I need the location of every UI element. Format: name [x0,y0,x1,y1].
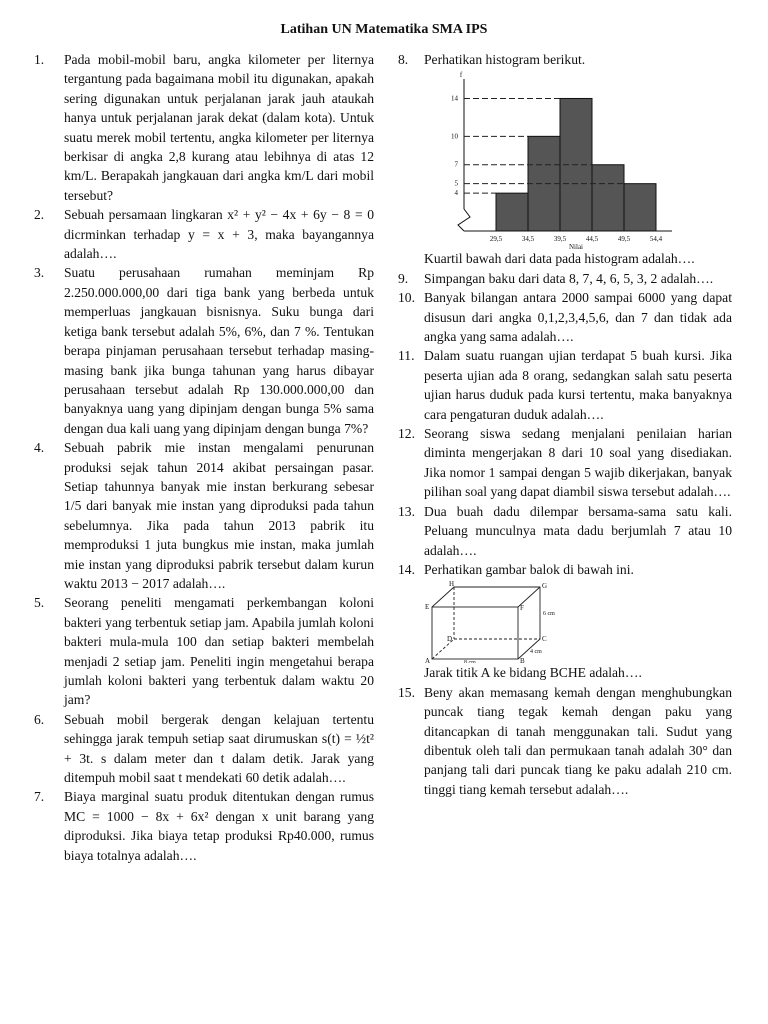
question-number: 1. [34,52,45,67]
left-column [34,50,374,865]
right-column [398,50,732,799]
question-number: 13. [398,503,415,519]
question-11 [398,346,732,424]
question-text: Sebuah mobil bergerak dengan kelajuan tertentu sehingga jarak tempuh setiap saat dirumuskan s(t) = ½t² + 3t. s dalam meter dan t dalam detik. Jarak yang ditempuh mobil saat t mendekati 60 detik adalah…. [64,711,374,786]
y-tick-label: 14 [451,94,458,103]
histogram-bar [624,184,656,231]
question-number: 4. [34,440,45,456]
x-tick-label: 29,5 [489,235,503,244]
question-number: 10. [398,290,415,306]
vertex-label-b: B [520,657,525,664]
question-2 [34,205,374,263]
y-axis-break [458,209,470,231]
cuboid-width-label: 4 cm [530,649,542,656]
question-text: Seorang peneliti mengamati perkembangan koloni bakteri yang terbentuk setiap jam. Apabila jumlah koloni bakteri mula-mula 100 dan setiap bakteri membelah menjadi 2 setiap jam. Peneliti ingin mengetahui berapa jumlah koloni bakteri yang terbentuk dalam waktu 20 jam? [64,595,374,708]
question-number: 5. [34,595,45,611]
vertex-label-c: C [542,635,547,644]
histogram-chart [424,69,724,249]
question-number: 15. [398,684,415,700]
question-text: Dalam suatu ruangan ujian terdapat 5 buah kursi. Jika peserta ujian ada 8 orang, sedangkan salah satu peserta ujian harus duduk pada kursi tertentu, maka banyaknya cara pengaturan duduk adalah…. [424,348,732,422]
question-text: Sebuah pabrik mie instan mengalami penurunan produksi sejak tahun 2014 akibat persaingan pasar. Setiap tahunnya banyak mie instan berkurang sebesar 1/5 dari banyak mie instan yang diproduksi pada tahun sebelumnya. Jika pada tahun 2013 pabrik itu memproduksi 1 juta bungkus mie instan, maka jumlah mie instan yang diproduksi pabrik tersebut dalam kurun waktu 2013 − 2017 adalah…. [64,440,374,591]
x-tick-label: 49,5 [617,235,631,244]
question-7 [34,787,374,865]
question-15 [398,683,732,799]
y-tick-label: 7 [454,161,458,170]
histogram-bar [592,165,624,231]
question-13 [398,502,732,560]
question-text: Biaya marginal suatu produk ditentukan dengan rumus MC = 1000 − 8x + 6x² dengan x unit barang yang diproduksi. Jika biaya tetap produksi Rp40.000, rumus biaya totalnya adalah…. [64,789,374,863]
cuboid-front-face [432,607,518,659]
question-text: Banyak bilangan antara 2000 sampai 6000 yang dapat disusun dari angka 0,1,2,3,4,5,6, dan 7 dan tidak ada angka yang sama adalah…. [424,290,732,345]
question-text: Dua buah dadu dilempar bersama-sama satu kali. Peluang munculnya mata dadu berjumlah 7 atau 10 adalah…. [424,503,732,558]
x-axis-label: Nilai [569,243,583,250]
question-12 [398,424,732,502]
page-title: Latihan UN Matematika SMA IPS [280,22,488,37]
question-8 [398,50,732,269]
question-14 [398,560,732,683]
question-number: 11. [398,348,415,364]
question-number: 12. [398,426,415,442]
vertex-label-h: H [449,580,455,589]
question-text: Kuartil bawah dari data pada histogram adalah…. [424,251,695,267]
y-tick-label: 5 [454,180,458,189]
question-number: 8. [398,52,409,67]
question-10 [398,288,732,346]
question-number: 3. [34,265,45,281]
question-text: Jarak titik A ke bidang BCHE adalah…. [424,665,642,681]
vertex-label-d: D [447,635,453,644]
question-text: Suatu perusahaan rumahan meminjam Rp 2.250.000.000,00 dari tiga bank yang berbeda untuk memperluas jangkauan bisnisnya. Suku bunga dari ketiga bank tersebut adalah 5%, 6%, dan 7 %. Tentukan berapa pinjaman perusahaan tersebut terhadap masing-masing bank jika bunga tahunan yang harus dibayar perusahaan tersebut adalah Rp 130.000.000,00 dan banyaknya uang yang dipinjam dengan bunga 5% sama dengan dua kali uang yang dipinjam dengan bunga 7%? [64,265,374,436]
histogram-bar [496,194,528,232]
question-number: 9. [398,270,409,286]
vertex-label-g: G [542,582,548,591]
x-tick-label: 34,5 [521,235,535,244]
question-text: Sebuah persamaan lingkaran x² + y² − 4x + 6y − 8 = 0 dicrminkan terhadap y = x + 3, maka bayangannya adalah…. [64,207,374,262]
question-3 [34,263,374,438]
question-9 [398,269,732,288]
question-4 [34,438,374,593]
cuboid-figure [424,579,564,663]
question-number: 7. [34,789,45,805]
cuboid-edges [432,587,540,659]
question-text: Simpangan baku dari data 8, 7, 4, 6, 5, 3, 2 adalah…. [424,270,714,286]
question-text: Seorang siswa sedang menjalani penilaian harian diminta mengerjakan 8 dari 10 soal yang disediakan. Jika nomor 1 sampai dengan 5 wajib dikerjakan, banyak pilihan soal yang dapat diambil siswa tersebut adalah…. [424,426,732,500]
x-tick-label: 39,5 [553,235,567,244]
question-number: 14. [398,561,415,577]
y-tick-label: 4 [454,189,458,198]
y-tick-label: 10 [451,132,458,141]
x-tick-label: 44,5 [585,235,599,244]
question-number: 2. [34,207,45,223]
vertex-label-f: F [520,604,524,613]
y-axis-label: f [459,71,463,80]
question-intro: Perhatikan gambar balok di bawah ini. [424,561,634,577]
question-number: 6. [34,711,45,727]
cuboid-height-label: 6 cm [543,611,555,618]
question-6 [34,710,374,788]
x-tick-label: 54,4 [649,235,663,244]
cuboid-length-label: 8 cm [464,660,476,664]
vertex-label-a: A [425,657,431,664]
question-text: Pada mobil-mobil baru, angka kilometer per liternya tergantung pada bagaimana mobil itu digunakan, apakah sering digunakan untuk perjalanan jarak jauh ataukah hanya untuk perjalanan jarak dekat (dalam kota). Untuk suatu merek mobil tertentu, angka kilometer per liternya berkisar di angka 2,8 kurang atau lebihnya di atas 12 km/L. Berapakah jangkauan dari angka km/L dari mobil tersebut? [64,52,374,203]
question-1 [34,50,374,205]
question-text: Beny akan memasang kemah dengan menghubungkan puncak tiang tegak kemah dengan paku yang ditancapkan di tanah menggunakan tali. Sudut yang dibentuk oleh tali dan permukaan tanah adalah 30° dan panjang tali dari puncak tiang ke paku adalah 210 cm. tinggi tiang kemah tersebut adalah…. [424,684,732,797]
question-intro: Perhatikan histogram berikut. [424,52,586,67]
question-5 [34,593,374,709]
vertex-label-e: E [425,603,430,612]
